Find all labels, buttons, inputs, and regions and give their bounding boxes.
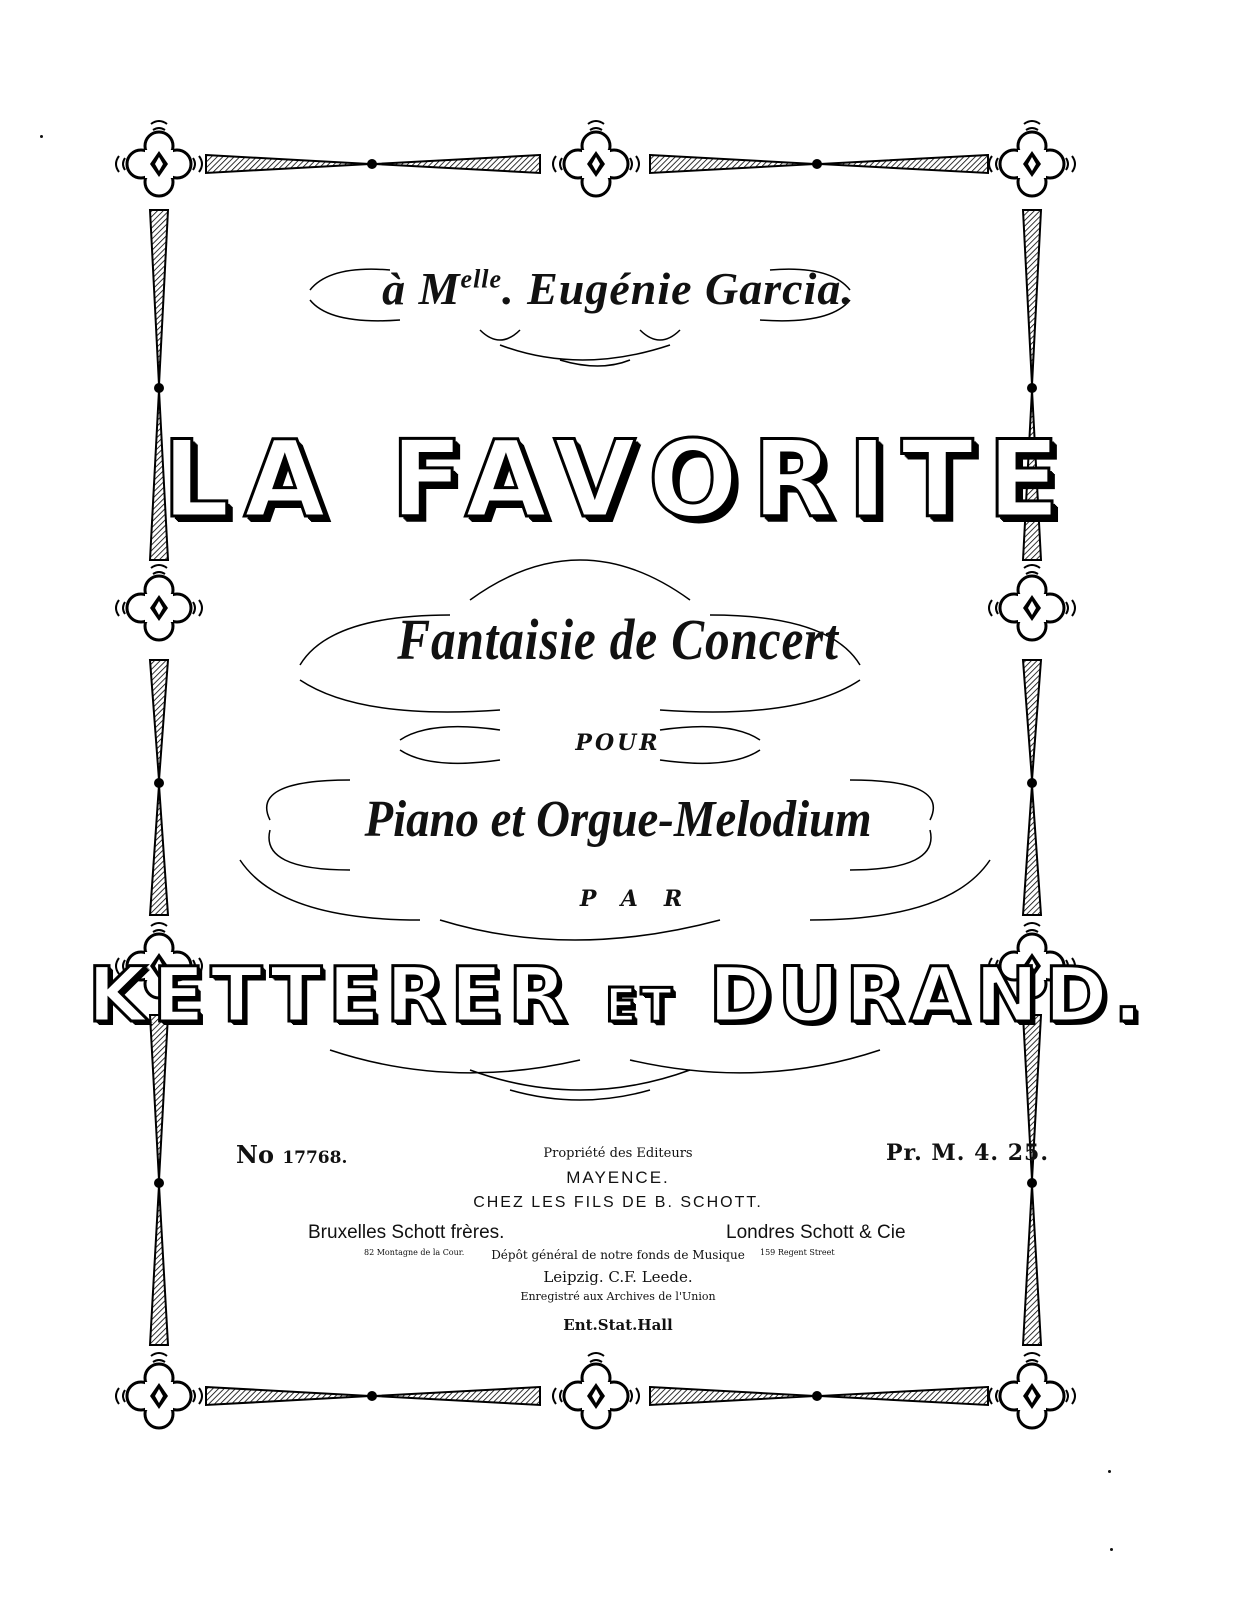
proprietary-line: Propriété des Editeurs [543, 1146, 693, 1161]
price: Pr. M. 4. 25. [886, 1140, 1050, 1166]
par-label: PAR [579, 886, 709, 912]
print-speck [1108, 1470, 1111, 1473]
dedication-prefix: à M [382, 263, 461, 314]
pour-label: POUR [575, 730, 661, 756]
composer-second: DURAND. [708, 950, 1149, 1039]
dedication-superscript: elle [460, 264, 503, 294]
print-speck [40, 135, 43, 138]
main-title: LA FAVORITE [162, 418, 1074, 541]
instruments: Piano et Orgue-Melodium [364, 791, 872, 848]
brussels-agent: Bruxelles Schott frères. [308, 1222, 505, 1243]
dedication-name: . Eugénie Garcia. [502, 263, 854, 314]
catalog-value: 17768. [282, 1148, 348, 1168]
print-speck [1110, 1548, 1113, 1551]
leipzig-agent: Leipzig. C.F. Leede. [543, 1268, 693, 1286]
brussels-address: 82 Montagne de la Cour. [364, 1248, 465, 1257]
london-address: 159 Regent Street [760, 1248, 835, 1257]
depot-line: Dépôt général de notre fonds de Musique [491, 1248, 745, 1262]
composer-first: KETTERER [87, 950, 573, 1039]
city: MAYENCE. [566, 1168, 670, 1187]
catalog-prefix: No [236, 1140, 274, 1169]
dedication [0, 262, 1236, 315]
composer-conjunction: ET [605, 978, 677, 1032]
london-agent: Londres Schott & Cie [726, 1222, 906, 1243]
composers [0, 950, 1236, 1039]
publisher: CHEZ LES FILS DE B. SCHOTT. [473, 1194, 763, 1211]
subtitle: Fantaisie de Concert [397, 607, 839, 672]
registration-line: Enregistré aux Archives de l'Union [520, 1290, 716, 1303]
stationers-hall: Ent.Stat.Hall [563, 1316, 673, 1334]
